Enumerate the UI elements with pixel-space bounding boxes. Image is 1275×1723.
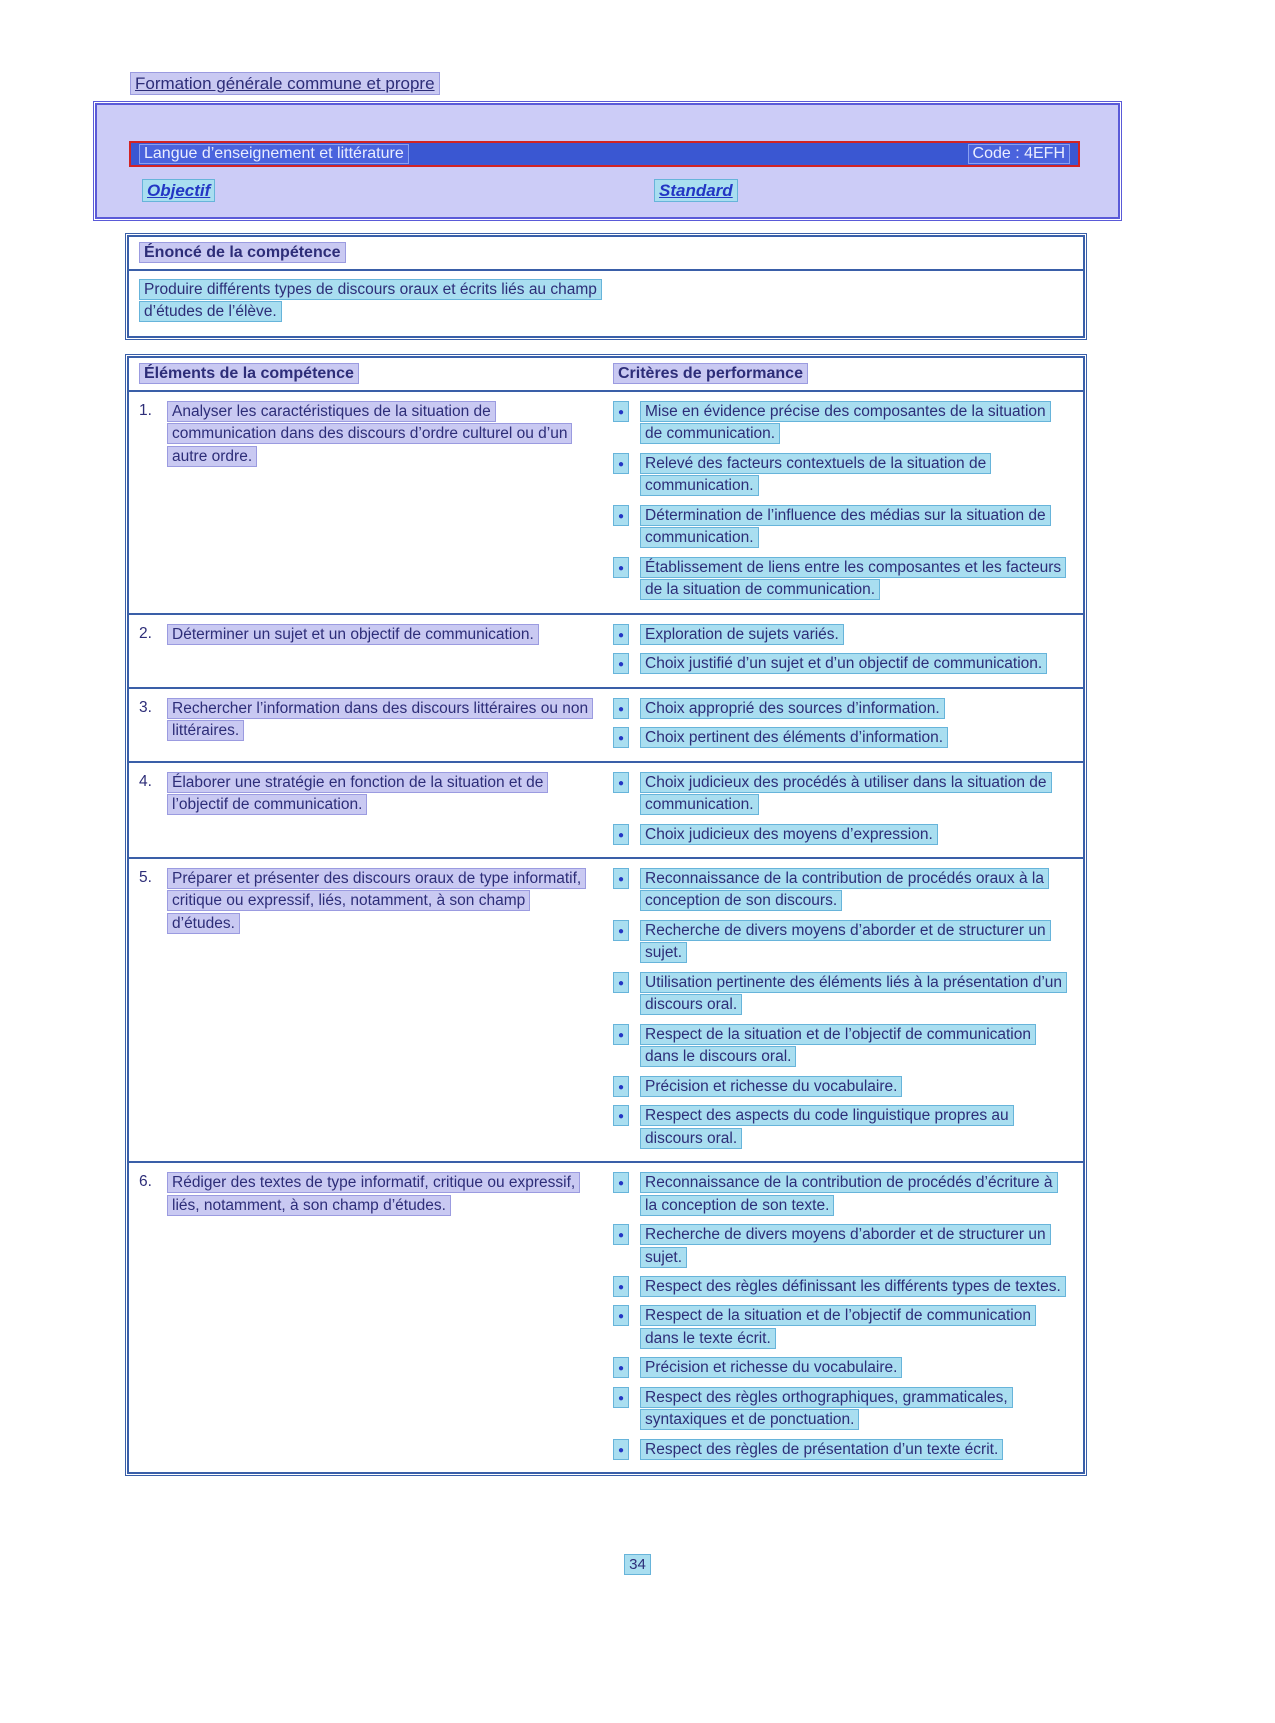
criteria-item bbox=[613, 868, 1067, 913]
criteria-item bbox=[613, 624, 1067, 646]
discipline-name: Langue d’enseignement et littérature bbox=[139, 144, 409, 164]
criteria-item bbox=[613, 1357, 1067, 1379]
elements-header: Éléments de la compétence bbox=[139, 363, 359, 384]
criteria-text: Respect de la situation et de l’objectif de communication dans le texte écrit. bbox=[640, 1305, 1036, 1348]
bullet-icon: ● bbox=[613, 557, 629, 578]
enonce-text: Produire différents types de discours oraux et écrits liés au champ d’études de l’élève. bbox=[139, 279, 602, 322]
criteria-text: Choix justifié d’un sujet et d’un objectif de communication. bbox=[640, 653, 1047, 674]
criteria-text: Choix judicieux des moyens d’expression. bbox=[640, 824, 938, 845]
criteria-item bbox=[613, 505, 1067, 550]
criteria-text: Mise en évidence précise des composantes de la situation de communication. bbox=[640, 401, 1051, 444]
criteria-item bbox=[613, 401, 1067, 446]
criteria-item bbox=[613, 453, 1067, 498]
element-text: Rédiger des textes de type informatif, critique ou expressif, liés, notamment, à son champ d’études. bbox=[167, 1172, 580, 1215]
enonce-header-row bbox=[129, 237, 1083, 271]
criteria-cell bbox=[607, 1172, 1083, 1461]
enonce-section bbox=[127, 235, 1085, 338]
criteria-text: Choix approprié des sources d’information. bbox=[640, 698, 945, 719]
criteria-item bbox=[613, 727, 1067, 749]
criteria-header-cell bbox=[607, 362, 1083, 385]
bullet-icon: ● bbox=[613, 920, 629, 941]
row-number: 5. bbox=[139, 868, 152, 886]
criteria-item bbox=[613, 698, 1067, 720]
criteria-text: Précision et richesse du vocabulaire. bbox=[640, 1357, 902, 1378]
page-number bbox=[0, 1554, 1275, 1576]
objectif-standard-row bbox=[142, 179, 1080, 203]
criteria-text: Détermination de l’influence des médias sur la situation de communication. bbox=[640, 505, 1051, 548]
table-row bbox=[129, 1163, 1083, 1472]
bullet-icon: ● bbox=[613, 772, 629, 793]
criteria-text: Établissement de liens entre les composantes et les facteurs de la situation de communication. bbox=[640, 557, 1066, 600]
bullet-icon: ● bbox=[613, 1172, 629, 1193]
table-row bbox=[129, 859, 1083, 1163]
element-text: Élaborer une stratégie en fonction de la situation et de l’objectif de communication. bbox=[167, 772, 548, 815]
enonce-body bbox=[129, 271, 1083, 336]
bullet-icon: ● bbox=[613, 824, 629, 845]
table-row bbox=[129, 392, 1083, 615]
criteria-text: Exploration de sujets variés. bbox=[640, 624, 844, 645]
criteria-item bbox=[613, 824, 1067, 846]
row-number: 2. bbox=[139, 624, 152, 642]
criteria-item bbox=[613, 557, 1067, 602]
criteria-header: Critères de performance bbox=[613, 363, 808, 384]
row-number: 6. bbox=[139, 1173, 152, 1191]
criteria-text: Choix judicieux des procédés à utiliser dans la situation de communication. bbox=[640, 772, 1052, 815]
criteria-item bbox=[613, 1387, 1067, 1432]
bullet-icon: ● bbox=[613, 868, 629, 889]
criteria-item bbox=[613, 1076, 1067, 1098]
document-title bbox=[130, 72, 1275, 97]
bullet-icon: ● bbox=[613, 453, 629, 474]
bullet-icon: ● bbox=[613, 1305, 629, 1326]
bullet-icon: ● bbox=[613, 653, 629, 674]
bullet-icon: ● bbox=[613, 1387, 629, 1408]
element-cell bbox=[129, 772, 607, 846]
criteria-cell bbox=[607, 698, 1083, 750]
criteria-cell bbox=[607, 624, 1083, 676]
bullet-icon: ● bbox=[613, 1357, 629, 1378]
criteria-item bbox=[613, 772, 1067, 817]
document-title-text: Formation générale commune et propre bbox=[130, 72, 440, 95]
element-cell bbox=[129, 401, 607, 602]
criteria-text: Respect des règles de présentation d’un texte écrit. bbox=[640, 1439, 1003, 1460]
bullet-icon: ● bbox=[613, 972, 629, 993]
header-box bbox=[95, 103, 1120, 219]
element-text: Préparer et présenter des discours oraux de type informatif, critique ou expressif, liés, notamment, à son champ d’études. bbox=[167, 868, 586, 934]
criteria-text: Respect des règles orthographiques, grammaticales, syntaxiques et de ponctuation. bbox=[640, 1387, 1013, 1430]
criteria-text: Recherche de divers moyens d’aborder et de structurer un sujet. bbox=[640, 1224, 1051, 1267]
criteria-text: Reconnaissance de la contribution de procédés d’écriture à la conception de son texte. bbox=[640, 1172, 1058, 1215]
element-cell bbox=[129, 868, 607, 1150]
criteria-text: Reconnaissance de la contribution de procédés oraux à la conception de son discours. bbox=[640, 868, 1049, 911]
bullet-icon: ● bbox=[613, 1276, 629, 1297]
table-row bbox=[129, 763, 1083, 859]
bullet-icon: ● bbox=[613, 1439, 629, 1460]
enonce-header: Énoncé de la compétence bbox=[139, 242, 346, 263]
criteria-text: Relevé des facteurs contextuels de la situation de communication. bbox=[640, 453, 991, 496]
row-number: 3. bbox=[139, 698, 152, 716]
element-text: Analyser les caractéristiques de la situation de communication dans des discours d’ordre culturel ou d’un autre ordre. bbox=[167, 401, 572, 467]
course-code: Code : 4EFH bbox=[968, 144, 1070, 164]
elements-header-cell bbox=[129, 362, 607, 385]
criteria-cell bbox=[607, 401, 1083, 602]
criteria-text: Respect des aspects du code linguistique propres au discours oral. bbox=[640, 1105, 1014, 1148]
row-number: 4. bbox=[139, 772, 152, 790]
objectif-heading: Objectif bbox=[142, 179, 215, 202]
bullet-icon: ● bbox=[613, 727, 629, 748]
element-cell bbox=[129, 1172, 607, 1461]
table-row bbox=[129, 689, 1083, 763]
criteria-text: Choix pertinent des éléments d’information. bbox=[640, 727, 948, 748]
criteria-item bbox=[613, 1172, 1067, 1217]
criteria-cell bbox=[607, 772, 1083, 846]
element-text: Déterminer un sujet et un objectif de communication. bbox=[167, 624, 539, 645]
criteria-item bbox=[613, 920, 1067, 965]
standard-heading: Standard bbox=[654, 179, 738, 202]
criteria-item bbox=[613, 653, 1067, 675]
criteria-text: Respect des règles définissant les différents types de textes. bbox=[640, 1276, 1066, 1297]
bullet-icon: ● bbox=[613, 624, 629, 645]
table-row bbox=[129, 615, 1083, 689]
criteria-item bbox=[613, 972, 1067, 1017]
bullet-icon: ● bbox=[613, 1024, 629, 1045]
criteria-item bbox=[613, 1305, 1067, 1350]
criteria-item bbox=[613, 1024, 1067, 1069]
criteria-text: Précision et richesse du vocabulaire. bbox=[640, 1076, 902, 1097]
bullet-icon: ● bbox=[613, 1076, 629, 1097]
criteria-item bbox=[613, 1276, 1067, 1298]
page-number-text: 34 bbox=[624, 1554, 651, 1575]
table-header-row bbox=[129, 358, 1083, 392]
competence-table bbox=[127, 356, 1085, 1475]
bullet-icon: ● bbox=[613, 505, 629, 526]
row-number: 1. bbox=[139, 401, 152, 419]
criteria-text: Recherche de divers moyens d’aborder et de structurer un sujet. bbox=[640, 920, 1051, 963]
bullet-icon: ● bbox=[613, 698, 629, 719]
discipline-bar bbox=[129, 141, 1080, 167]
criteria-item bbox=[613, 1224, 1067, 1269]
criteria-item bbox=[613, 1439, 1067, 1461]
element-text: Rechercher l’information dans des discours littéraires ou non littéraires. bbox=[167, 698, 593, 741]
criteria-text: Respect de la situation et de l’objectif de communication dans le discours oral. bbox=[640, 1024, 1036, 1067]
element-cell bbox=[129, 698, 607, 750]
element-cell bbox=[129, 624, 607, 676]
bullet-icon: ● bbox=[613, 1224, 629, 1245]
criteria-cell bbox=[607, 868, 1083, 1150]
criteria-text: Utilisation pertinente des éléments liés à la présentation d’un discours oral. bbox=[640, 972, 1067, 1015]
bullet-icon: ● bbox=[613, 1105, 629, 1126]
criteria-item bbox=[613, 1105, 1067, 1150]
bullet-icon: ● bbox=[613, 401, 629, 422]
